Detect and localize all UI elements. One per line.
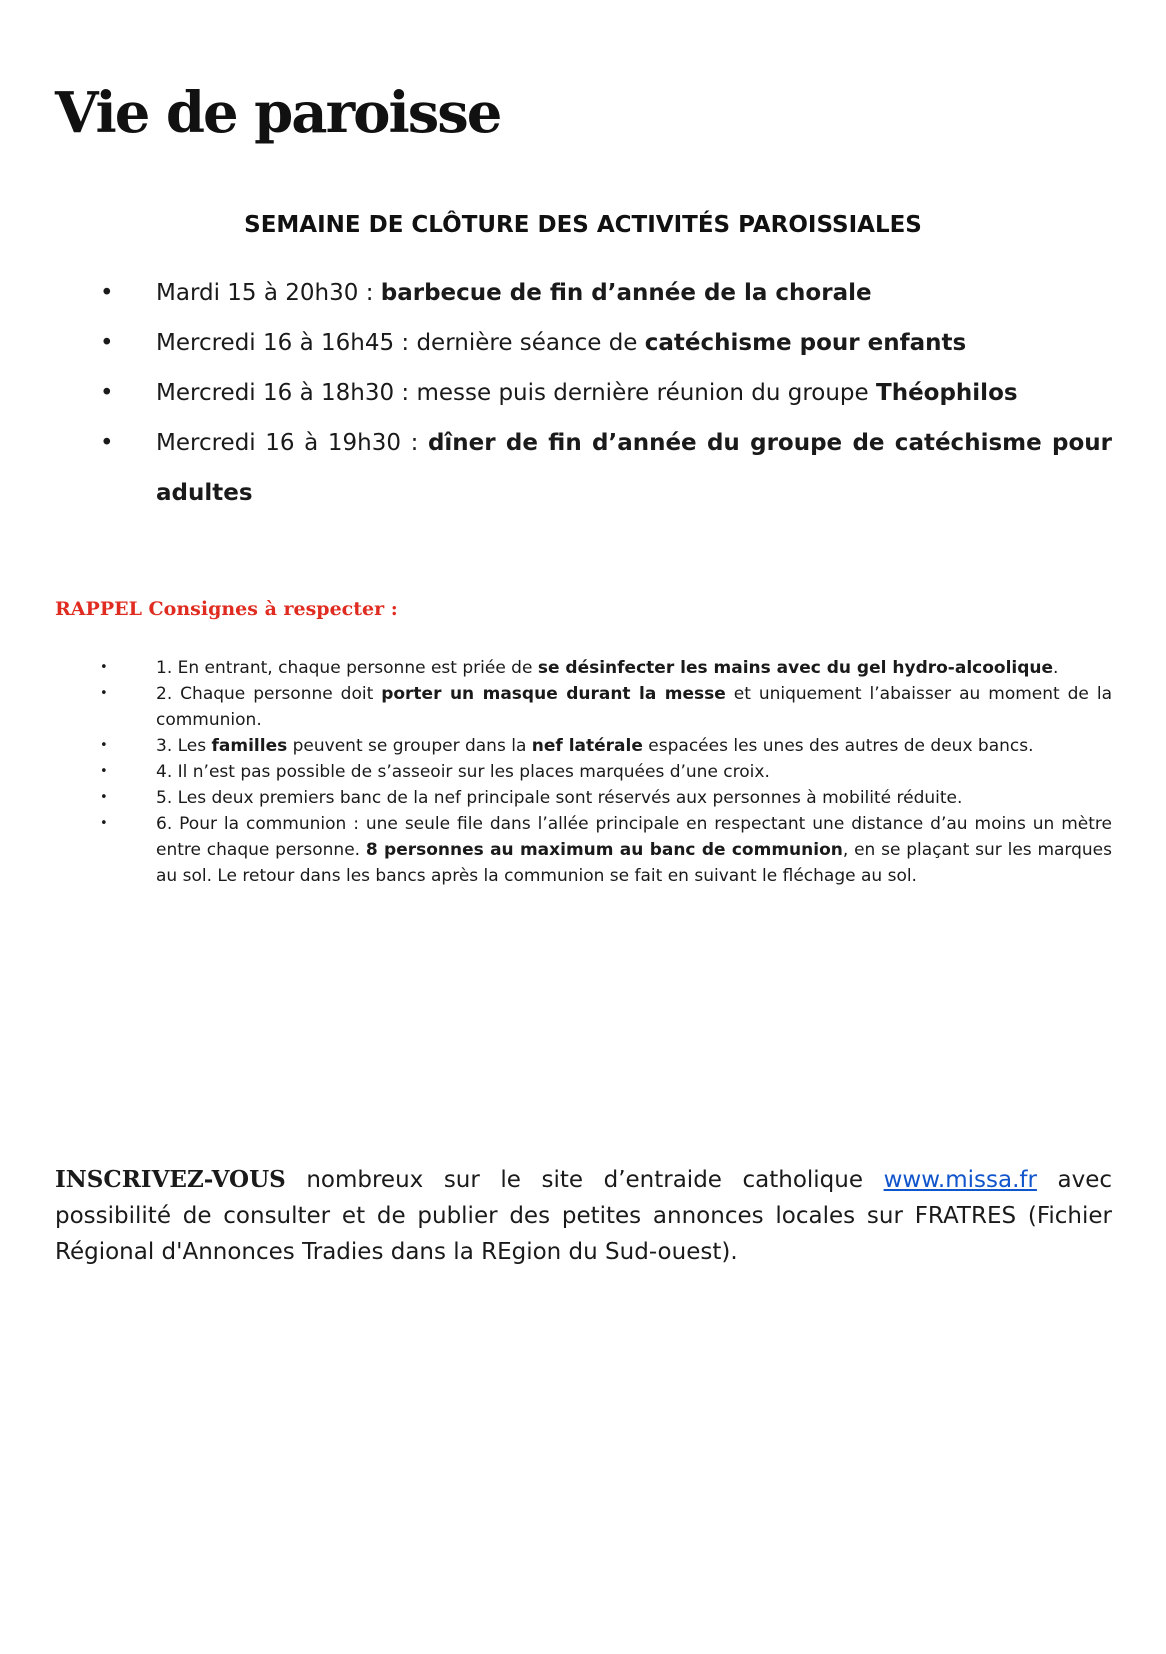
- rule-highlight: 8 personnes au maximum au banc de communion: [365, 840, 843, 860]
- event-item: [100, 318, 1112, 368]
- rule-text: et uniquement l’abaisser au moment de la communion.: [156, 684, 1112, 730]
- bullet: •: [100, 816, 108, 831]
- rule-text: 3. Les: [156, 736, 212, 756]
- bullet: •: [100, 660, 108, 675]
- event-item: [100, 268, 1112, 318]
- rule-item: [100, 759, 1112, 785]
- bullet: •: [100, 790, 108, 805]
- rule-highlight: familles: [211, 736, 288, 756]
- missa-link[interactable]: www.missa.fr: [883, 1167, 1037, 1193]
- event-text: Mercredi 16 à 18h30 : messe puis dernière réunion du groupe: [156, 380, 876, 406]
- rule-item: [100, 655, 1112, 681]
- rule-text: peuvent se grouper dans la: [287, 736, 532, 756]
- bullet: •: [100, 686, 108, 701]
- rappel-heading: RAPPEL Consignes à respecter :: [55, 598, 398, 620]
- rule-text: 4. Il n’est pas possible de s’asseoir sur les places marquées d’une croix.: [156, 762, 770, 782]
- bullet: •: [100, 380, 114, 406]
- rule-highlight: porter un masque durant la messe: [381, 684, 726, 704]
- rule-text: 1. En entrant, chaque personne est priée de: [156, 658, 538, 678]
- rule-text: , en se plaçant sur les marques au sol. Le retour dans les bancs après la communion se fait en suivant le fléchage au sol.: [156, 840, 1112, 886]
- signup-text: avec possibilité de consulter et de publier des petites annonces locales sur FRATRES (Fichier Régional d'Annonces Tradies dans la REgion du Sud-ouest).: [55, 1167, 1112, 1265]
- signup-lead: INSCRIVEZ-VOUS: [55, 1166, 286, 1193]
- rule-text: 5. Les deux premiers banc de la nef principale sont réservés aux personnes à mobilité réduite.: [156, 788, 963, 808]
- signup-paragraph: [55, 1162, 1112, 1270]
- event-highlight: barbecue de fin d’année de la chorale: [380, 280, 872, 306]
- bullet: •: [100, 280, 114, 306]
- rule-item: [100, 733, 1112, 759]
- bullet: •: [100, 738, 108, 753]
- section-title: SEMAINE DE CLÔTURE DES ACTIVITÉS PAROISSIALES: [244, 212, 922, 238]
- event-text: Mardi 15 à 20h30 :: [156, 280, 381, 306]
- events-list: [100, 268, 1112, 518]
- rule-text: .: [1053, 658, 1059, 678]
- event-text: Mercredi 16 à 19h30 :: [156, 430, 428, 456]
- bullet: •: [100, 764, 108, 779]
- bullet: •: [100, 430, 114, 456]
- event-highlight: dîner de fin d’année du groupe de catéchisme pour adultes: [156, 430, 1112, 506]
- rule-text: 6. Pour la communion : une seule file dans l’allée principale en respectant une distance d’au moins un mètre entre chaque personne.: [156, 814, 1112, 860]
- event-highlight: Théophilos: [876, 380, 1018, 406]
- event-text: Mercredi 16 à 16h45 : dernière séance de: [156, 330, 645, 356]
- rule-item: [100, 785, 1112, 811]
- rule-text: espacées les unes des autres de deux bancs.: [642, 736, 1034, 756]
- rule-highlight: nef latérale: [531, 736, 643, 756]
- rule-item: [100, 811, 1112, 889]
- signup-text: nombreux sur le site d’entraide catholique: [285, 1167, 884, 1193]
- event-item: [100, 368, 1112, 418]
- page-title: Vie de paroisse: [55, 80, 501, 146]
- rule-text: 2. Chaque personne doit: [156, 684, 382, 704]
- rule-item: [100, 681, 1112, 733]
- event-highlight: catéchisme pour enfants: [644, 330, 967, 356]
- event-item: [100, 418, 1112, 518]
- bullet: •: [100, 330, 114, 356]
- rules-list: [100, 655, 1112, 889]
- rule-highlight: se désinfecter les mains avec du gel hydro-alcoolique: [537, 658, 1054, 678]
